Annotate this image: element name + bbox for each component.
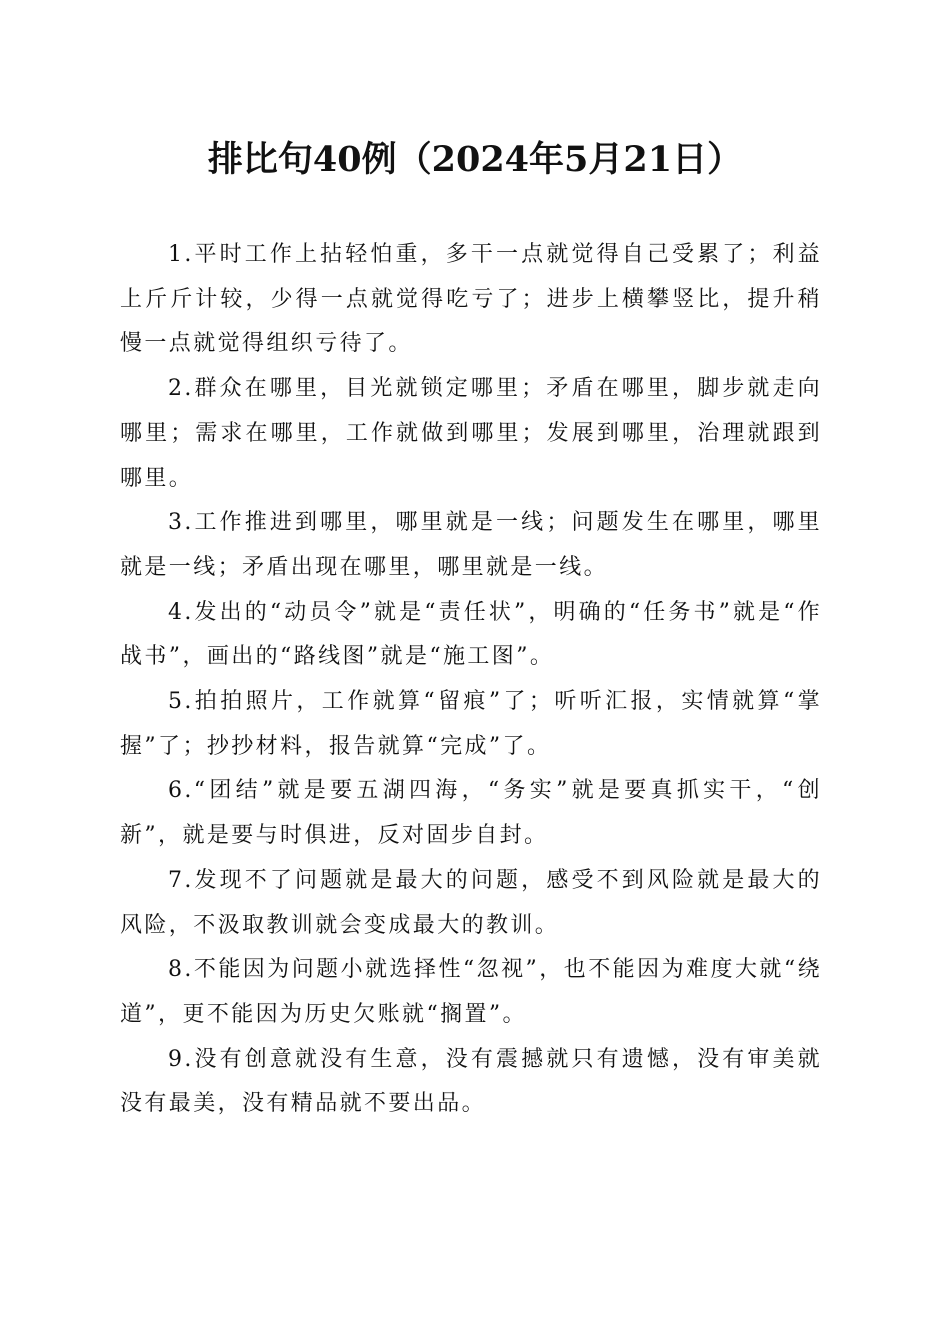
paragraph-8: 8.不能因为问题小就选择性“忽视”，也不能因为难度大就“绕道”，更不能因为历史欠账就“搁置”。 bbox=[120, 957, 822, 1027]
document-body bbox=[120, 233, 822, 1127]
paragraph-2: 2.群众在哪里，目光就锁定哪里；矛盾在哪里，脚步就走向哪里；需求在哪里，工作就做到哪里；发展到哪里，治理就跟到哪里。 bbox=[120, 376, 822, 491]
paragraph-7: 7.发现不了问题就是最大的问题，感受不到风险就是最大的风险，不汲取教训就会变成最大的教训。 bbox=[120, 867, 822, 938]
paragraph-6: 6.“团结”就是要五湖四海，“务实”就是要真抓实干，“创新”，就是要与时俱进，反对固步自封。 bbox=[120, 778, 822, 849]
paragraph-5: 5.拍拍照片，工作就算“留痕”了；听听汇报，实情就算“掌握”了；抄抄材料，报告就算“完成”了。 bbox=[120, 689, 822, 759]
paragraph-9: 9.没有创意就没有生意，没有震撼就只有遗憾，没有审美就没有最美，没有精品就不要出品。 bbox=[120, 1046, 822, 1117]
paragraph-1: 1.平时工作上拈轻怕重，多干一点就觉得自己受累了；利益上斤斤计较，少得一点就觉得吃亏了；进步上横攀竖比，提升稍慢一点就觉得组织亏待了。 bbox=[120, 242, 822, 357]
document-title: 排比句40例（2024年5月21日） bbox=[207, 139, 743, 180]
paragraph-4: 4.发出的“动员令”就是“责任状”，明确的“任务书”就是“作战书”，画出的“路线图”就是“施工图”。 bbox=[120, 599, 822, 670]
paragraph-3: 3.工作推进到哪里，哪里就是一线；问题发生在哪里，哪里就是一线；矛盾出现在哪里，哪里就是一线。 bbox=[120, 510, 822, 580]
